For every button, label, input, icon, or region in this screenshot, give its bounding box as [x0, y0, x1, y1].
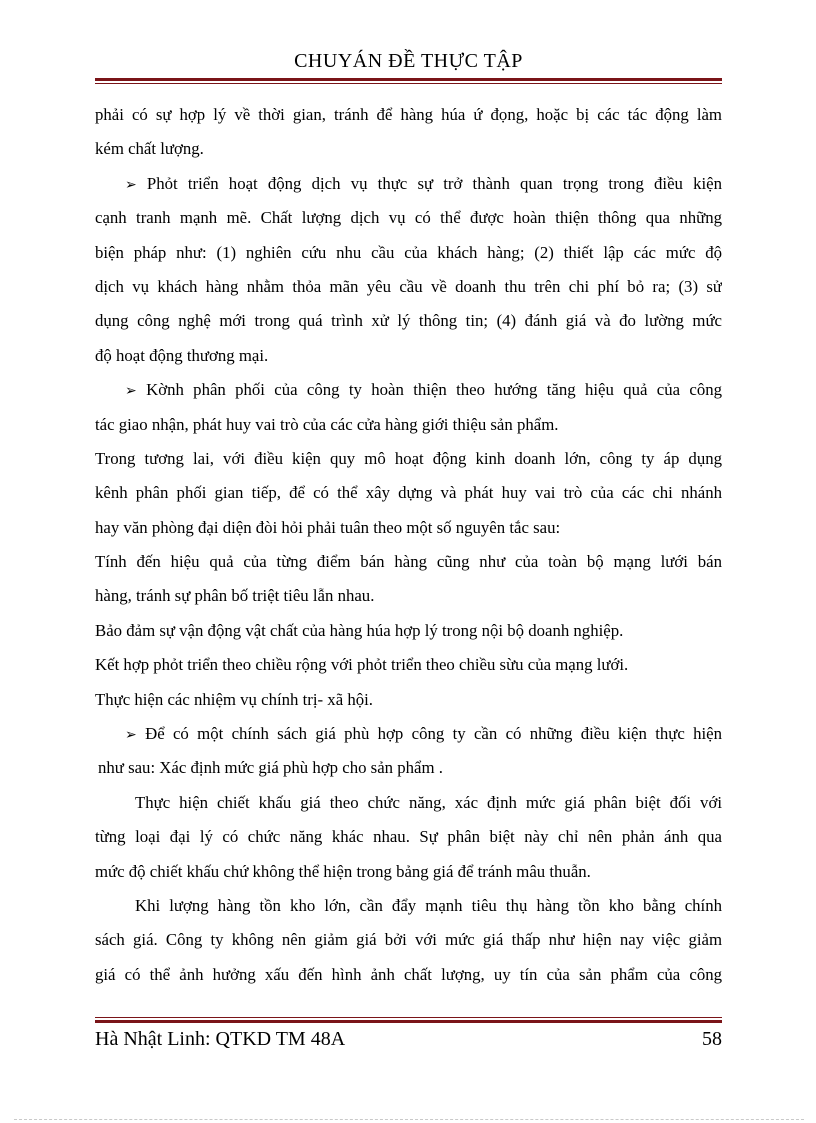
- text-line: Tính đến hiệu quả của từng điểm bán hàng cũng như của toàn bộ mạng lưới bán: [95, 552, 722, 572]
- footer-author: Hà Nhật Linh: QTKD TM 48A: [95, 1028, 346, 1050]
- text-line: như sau: Xác định mức giá phù hợp cho sản phẩm .: [98, 758, 443, 778]
- header-rule-thick: [95, 78, 722, 81]
- text-line: giá có thể ảnh hưởng xấu đến hình ảnh chất lượng, uy tín của sản phẩm của công: [95, 964, 722, 984]
- bullet-text: Phỏt triển hoạt động dịch vụ thực sự trở thành quan trọng trong điều kiện: [146, 173, 722, 193]
- text-line: kênh phân phối gian tiếp, để có thể xây dựng và phát huy vai trò của các chi nhánh: [95, 483, 722, 503]
- header-rule-thin: [95, 83, 722, 84]
- text-line: sách giá. Công ty không nên giảm giá bởi với mức giá thấp như hiện nay việc giảm: [95, 930, 722, 950]
- footer: [95, 1028, 722, 1051]
- bullet-text: Để có một chính sách giá phù hợp công ty cần có những điều kiện thực hiện: [145, 724, 722, 744]
- text-line: mức độ chiết khấu chứ không thể hiện trong bảng giá để tránh mâu thuẫn.: [95, 861, 591, 881]
- text-line: từng loại đại lý có chức năng khác nhau. Sự phân biệt này chỉ nên phản ánh qua: [95, 827, 722, 847]
- text-line: Bảo đảm sự vận động vật chất của hàng húa hợp lý trong nội bộ doanh nghiệp.: [95, 620, 624, 640]
- footer-rule-thin: [95, 1017, 722, 1018]
- arrow-bullet-icon: ➢: [125, 727, 137, 744]
- paragraph-first-line: Khi lượng hàng tồn kho lớn, cần đẩy mạnh tiêu thụ hàng tồn kho bằng chính: [135, 895, 722, 915]
- page-number: 58: [702, 1028, 722, 1050]
- arrow-bullet-icon: ➢: [125, 176, 137, 193]
- bullet-item: [95, 373, 722, 407]
- bullet-item: [95, 717, 722, 751]
- page-bottom-divider: [14, 1119, 804, 1120]
- arrow-bullet-icon: ➢: [125, 383, 137, 400]
- text-line: cạnh tranh mạnh mẽ. Chất lượng dịch vụ có thể được hoàn thiện thông qua những: [95, 208, 722, 228]
- text-line: hàng, tránh sự phân bố triệt tiêu lẫn nhau.: [95, 586, 375, 606]
- footer-rule-thick: [95, 1020, 722, 1023]
- body-text: [95, 98, 722, 992]
- text-line: độ hoạt động thương mại.: [95, 345, 269, 365]
- bullet-item: [95, 167, 722, 201]
- text-line: phải có sự hợp lý về thời gian, tránh để hàng húa ứ đọng, hoặc bị các tác động làm: [95, 105, 722, 124]
- text-line: Thực hiện các nhiệm vụ chính trị- xã hội.: [95, 689, 373, 709]
- text-line: Trong tương lai, với điều kiện quy mô hoạt động kinh doanh lớn, công ty áp dụng: [95, 448, 722, 468]
- text-line: biện pháp như: (1) nghiên cứu nhu cầu của khách hàng; (2) thiết lập các mức độ: [95, 242, 722, 262]
- text-line: kém chất lượng.: [95, 139, 204, 159]
- text-line: tác giao nhận, phát huy vai trò của các cửa hàng giới thiệu sản phẩm.: [95, 414, 559, 434]
- paragraph-first-line: Thực hiện chiết khấu giá theo chức năng, xác định mức giá phân biệt đối với: [135, 792, 722, 812]
- header-title: CHUYÁN ĐỀ THỰC TẬP: [294, 50, 523, 72]
- text-line: hay văn phòng đại diện đòi hỏi phải tuân theo một số nguyên tắc sau:: [95, 517, 561, 537]
- bullet-text: Kờnh phân phối của công ty hoàn thiện theo hướng tăng hiệu quả của công: [146, 380, 722, 400]
- text-line: dịch vụ khách hàng nhằm thỏa mãn yêu cầu về doanh thu trên chi phí bỏ ra; (3) sử: [95, 276, 722, 296]
- text-line: Kết hợp phỏt triển theo chiều rộng với phỏt triển theo chiều sừu của mạng lưới.: [95, 655, 629, 675]
- text-line: dụng công nghệ mới trong quá trình xử lý thông tin; (4) đánh giá và đo lường mức: [95, 311, 722, 331]
